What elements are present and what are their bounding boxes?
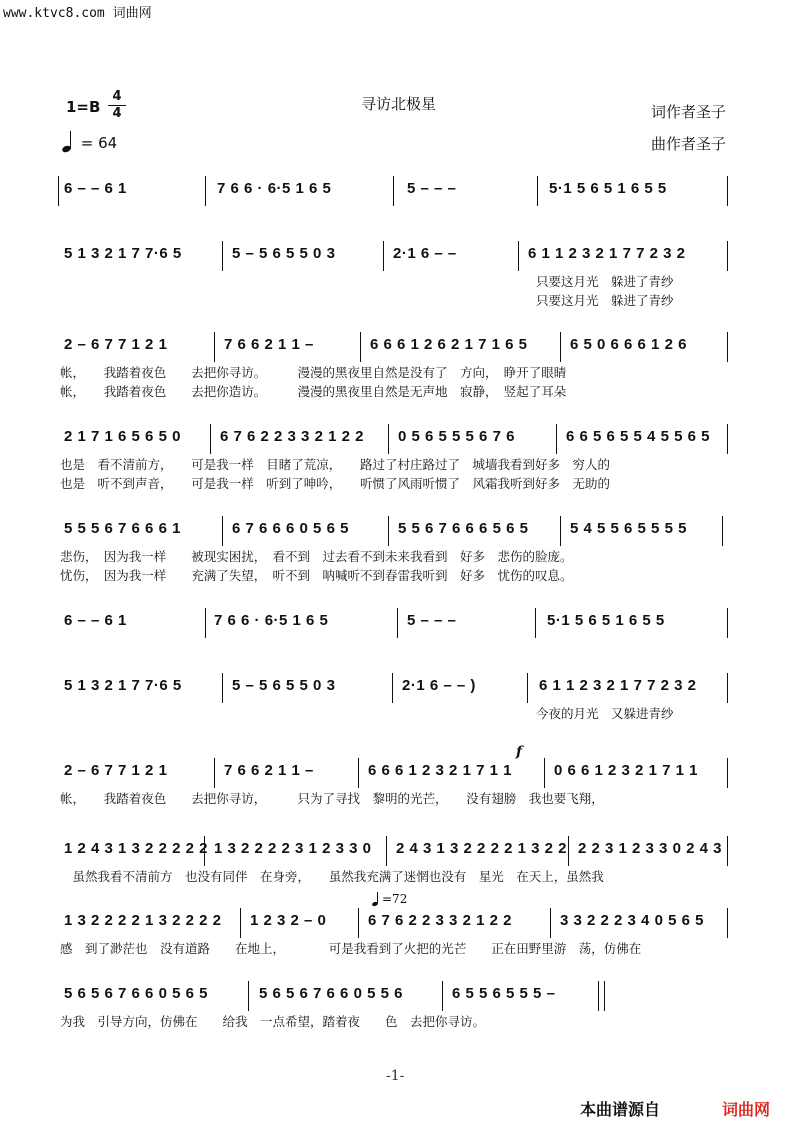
measure-notes: 2 – 6 7 7 1 2 1 xyxy=(64,762,168,779)
barline xyxy=(240,908,241,938)
barline xyxy=(727,241,728,271)
measure-notes: 6 7 6 6 6 0 5 6 5 xyxy=(232,520,349,537)
barline xyxy=(210,424,211,454)
barline xyxy=(392,673,393,703)
barline xyxy=(388,424,389,454)
tempo-value: = 64 xyxy=(80,134,118,152)
measure-notes: 6 1 1 2 3 2 1 7 7 2 3 2 xyxy=(528,245,686,262)
measure-notes: 1 3 2 2 2 2 1 3 2 2 2 2 xyxy=(64,912,222,929)
barline xyxy=(222,516,223,546)
barline xyxy=(518,241,519,271)
lyric-line: 帐， 我踏着夜色 去把你寻访。 漫漫的黑夜里自然是没有了 方向， 睁开了眼睛 xyxy=(60,365,567,380)
site-watermark: www.ktvc8.com 词曲网 xyxy=(3,6,152,21)
barline xyxy=(722,516,723,546)
measure-notes: 6 – – 6 1 xyxy=(64,180,127,197)
barline xyxy=(544,758,545,788)
lyric-line: 虽然我看不清前方 也没有同伴 在身旁， 虽然我充满了迷惘也没有 星光 在天上，虽然我 xyxy=(60,869,604,884)
measure-notes: 5 5 6 7 6 6 6 5 6 5 xyxy=(398,520,529,537)
barline xyxy=(214,758,215,788)
tempo-change xyxy=(372,892,407,906)
lyric-line: 只要这月光 躲进了青纱 xyxy=(536,293,674,308)
measure-notes: 1 2 3 2 – 0 xyxy=(250,912,327,929)
barline xyxy=(604,981,605,1011)
lyric-line: 为我 引导方向，仿佛在 给我 一点希望，踏着夜 色 去把你寻访。 xyxy=(60,1014,486,1029)
measure-notes: 0 6 6 1 2 3 2 1 7 1 1 xyxy=(554,762,698,779)
measure-notes: 6 7 6 2 2 3 3 2 1 2 2 xyxy=(220,428,364,445)
barline xyxy=(727,673,728,703)
time-signature xyxy=(108,90,126,121)
measure-notes: 2·1 6 – – ) xyxy=(402,677,476,694)
barline xyxy=(598,981,599,1011)
barline xyxy=(727,176,728,206)
measure-notes: 6 5 5 6 5 5 5 – xyxy=(452,985,556,1002)
lyricist-credit: 词作者圣子 xyxy=(651,103,727,121)
measure-notes: 5 – 5 6 5 5 0 3 xyxy=(232,677,336,694)
barline xyxy=(248,981,249,1011)
measure-notes: 5 – 5 6 5 5 0 3 xyxy=(232,245,336,262)
measure-notes: 6 5 0 6 6 6 1 2 6 xyxy=(570,336,687,353)
measure-notes: 1 2 4 3 1 3 2 2 2 2 2 xyxy=(64,840,208,857)
lyric-line: 帐， 我踏着夜色 去把你造访。 漫漫的黑夜里自然是无声地 寂静， 竖起了耳朵 xyxy=(60,384,567,399)
measure-notes: 5 1 3 2 1 7 7·6 5 xyxy=(64,245,182,262)
barline xyxy=(727,332,728,362)
measure-notes: 5·1 5 6 5 1 6 5 5 xyxy=(549,180,667,197)
barline xyxy=(358,758,359,788)
measure-notes: 6 6 5 6 5 5 4 5 5 6 5 xyxy=(566,428,710,445)
barline xyxy=(568,836,569,866)
measure-notes: 7 6 6 2 1 1 – xyxy=(224,336,314,353)
barline xyxy=(727,608,728,638)
barline xyxy=(442,981,443,1011)
barline xyxy=(727,424,728,454)
dynamic-marking: f xyxy=(516,744,523,760)
barline xyxy=(727,836,728,866)
measure-notes: 5 – – – xyxy=(407,180,457,197)
measure-notes: 2·1 6 – – xyxy=(393,245,457,262)
measure-notes: 2 1 7 1 6 5 6 5 0 xyxy=(64,428,181,445)
barline xyxy=(393,176,394,206)
lyric-line: 帐， 我踏着夜色 去把你寻访， 只为了寻找 黎明的光芒， 没有翅膀 我也要飞翔， xyxy=(60,791,604,806)
barline xyxy=(560,332,561,362)
lyric-line: 也是 听不到声音， 可是我一样 听到了呻吟， 听惯了风雨听惯了 风霜我听到好多 无助的 xyxy=(60,476,611,491)
measure-notes: 1 3 2 2 2 2 3 1 2 3 3 0 xyxy=(214,840,372,857)
lyric-line: 今夜的月光 又躲进青纱 xyxy=(536,706,674,721)
measure-notes: 6 6 6 1 2 6 2 1 7 1 6 5 xyxy=(370,336,528,353)
measure-notes: 5 1 3 2 1 7 7·6 5 xyxy=(64,677,182,694)
measure-notes: 5 5 5 6 7 6 6 6 1 xyxy=(64,520,181,537)
page-number: -1- xyxy=(386,1068,405,1084)
lyric-line: 只要这月光 躲进了青纱 xyxy=(536,274,674,289)
meter-bottom: 4 xyxy=(112,106,122,121)
barline xyxy=(386,836,387,866)
barline xyxy=(556,424,557,454)
tempo-marking xyxy=(62,130,117,152)
barline xyxy=(727,758,728,788)
measure-notes: 2 4 3 1 3 2 2 2 2 1 3 2 2 xyxy=(396,840,567,857)
barline xyxy=(537,176,538,206)
barline xyxy=(214,332,215,362)
meter-top: 4 xyxy=(112,89,122,104)
measure-notes: 6 – – 6 1 xyxy=(64,612,127,629)
barline xyxy=(222,673,223,703)
barline xyxy=(205,608,206,638)
quarter-note-icon xyxy=(372,892,382,906)
song-title: 寻访北极星 xyxy=(361,95,437,113)
measure-notes: 6 1 1 2 3 2 1 7 7 2 3 2 xyxy=(539,677,697,694)
brand-logo: 词曲网 xyxy=(722,1100,771,1119)
quarter-note-icon xyxy=(62,130,76,152)
tempo-change-value: =72 xyxy=(382,892,408,906)
barline xyxy=(205,176,206,206)
source-label: 本曲谱源自 xyxy=(580,1100,661,1119)
lyric-line: 感 到了渺茫也 没有道路 在地上， 可是我看到了火把的光芒 正在田野里游 荡，仿佛在 xyxy=(60,941,642,956)
measure-notes: 5·1 5 6 5 1 6 5 5 xyxy=(547,612,665,629)
barline xyxy=(388,516,389,546)
barline xyxy=(560,516,561,546)
barline xyxy=(527,673,528,703)
measure-notes: 6 7 6 2 2 3 3 2 1 2 2 xyxy=(368,912,512,929)
measure-notes: 0 5 6 5 5 5 6 7 6 xyxy=(398,428,515,445)
composer-credit: 曲作者圣子 xyxy=(651,135,727,153)
measure-notes: 6 6 6 1 2 3 2 1 7 1 1 xyxy=(368,762,512,779)
barline xyxy=(727,908,728,938)
lyric-line: 忧伤， 因为我一样 充满了失望， 听不到 呐喊听不到春雷我听到 好多 忧伤的叹息。 xyxy=(60,568,573,583)
barline xyxy=(222,241,223,271)
barline xyxy=(360,332,361,362)
measure-notes: 7 6 6 · 6·5 1 6 5 xyxy=(217,180,332,197)
lyric-line: 悲伤， 因为我一样 被现实困扰， 看不到 过去看不到未来我看到 好多 悲伤的脸庞。 xyxy=(60,549,573,564)
key-signature: 1=B xyxy=(66,98,101,116)
measure-notes: 5 6 5 6 7 6 6 0 5 5 6 xyxy=(259,985,403,1002)
barline xyxy=(383,241,384,271)
barline xyxy=(397,608,398,638)
measure-notes: 7 6 6 · 6·5 1 6 5 xyxy=(214,612,329,629)
barline xyxy=(58,176,59,206)
measure-notes: 2 2 3 1 2 3 3 0 2 4 3 xyxy=(578,840,722,857)
barline xyxy=(550,908,551,938)
measure-notes: 5 6 5 6 7 6 6 0 5 6 5 xyxy=(64,985,208,1002)
measure-notes: 5 4 5 5 6 5 5 5 5 xyxy=(570,520,687,537)
barline xyxy=(535,608,536,638)
measure-notes: 7 6 6 2 1 1 – xyxy=(224,762,314,779)
barline xyxy=(358,908,359,938)
measure-notes: 5 – – – xyxy=(407,612,457,629)
measure-notes: 2 – 6 7 7 1 2 1 xyxy=(64,336,168,353)
lyric-line: 也是 看不清前方， 可是我一样 目睹了荒凉， 路过了村庄路过了 城墙我看到好多 穷人的 xyxy=(60,457,611,472)
measure-notes: 3 3 2 2 2 3 4 0 5 6 5 xyxy=(560,912,704,929)
